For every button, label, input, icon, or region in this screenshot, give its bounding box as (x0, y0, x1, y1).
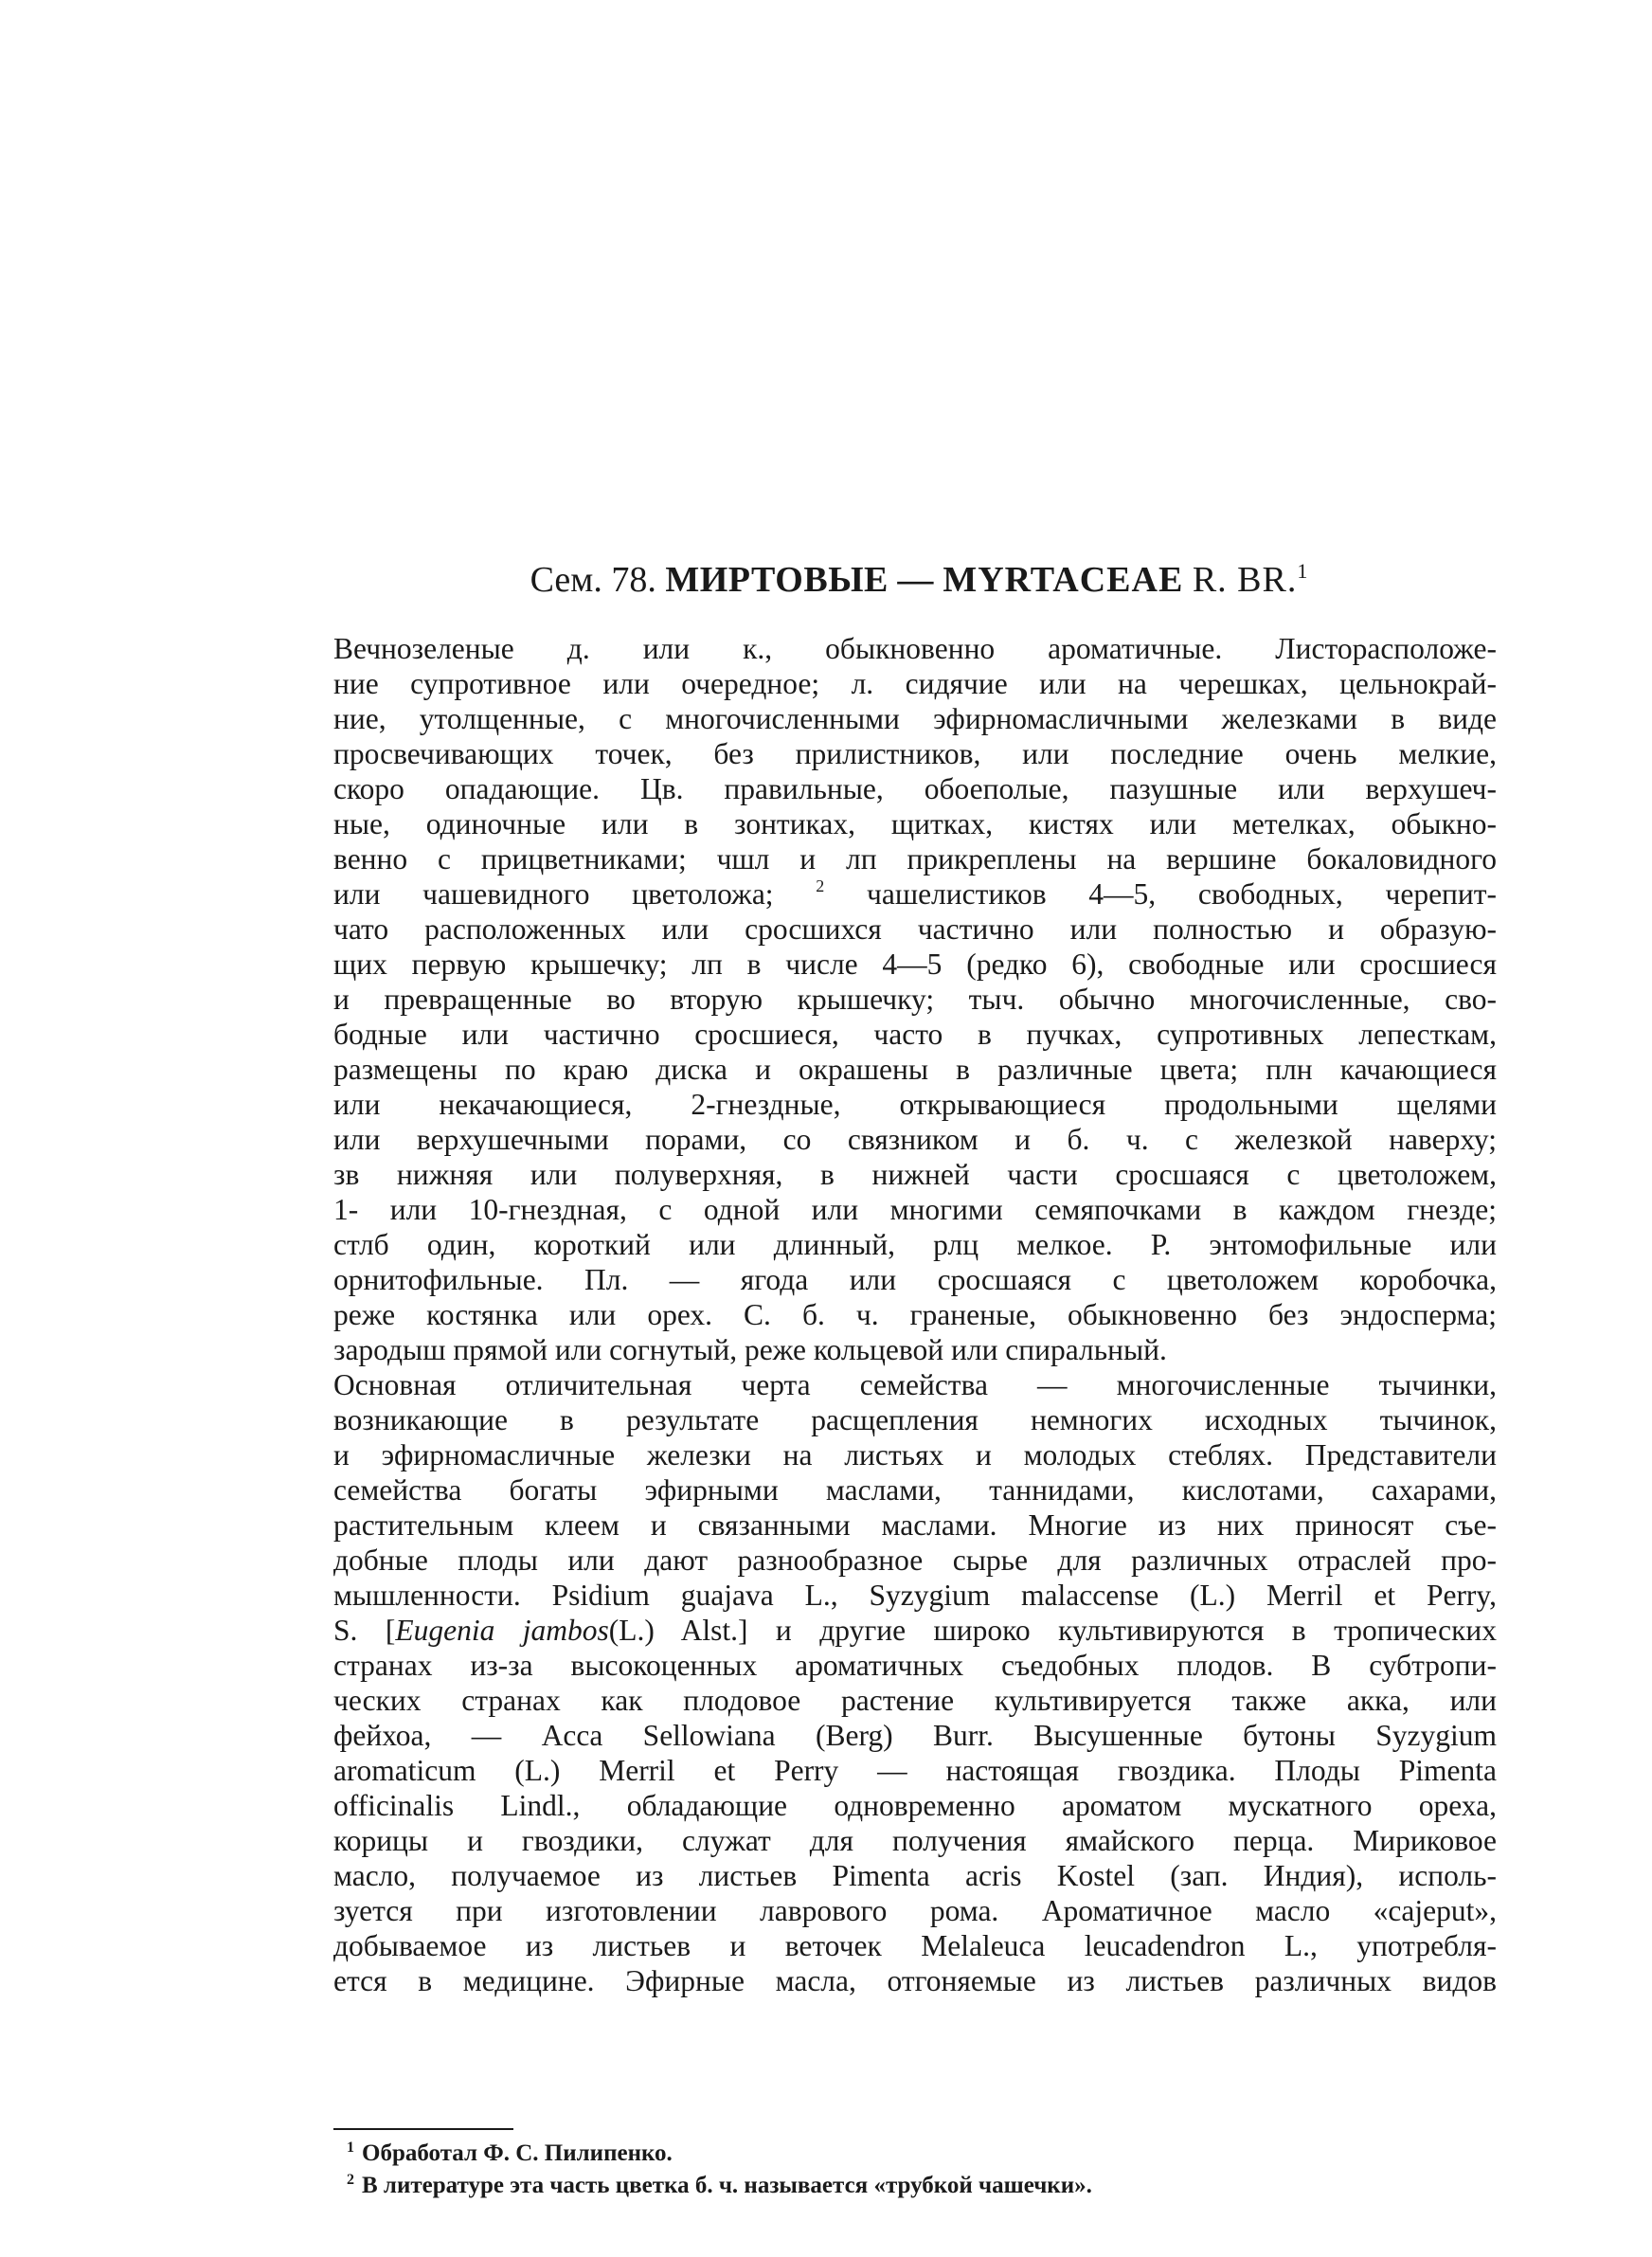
footnote-marker: 2 (347, 2172, 354, 2188)
body-text (333, 631, 1497, 1998)
footnote-2 (347, 2170, 1483, 2202)
footnote-ref: 2 (816, 876, 825, 895)
text-line: добываемое из листьев и веточек Melaleuca leucadendron L., употребля- (333, 1929, 1497, 1962)
text-line: размещены по краю диска и окрашены в различные цвета; плн качающиеся (333, 1053, 1497, 1086)
text-line: реже костянка или орех. С. б. ч. граненые, обыкновенно без эндосперма; (333, 1298, 1497, 1331)
text-line: орнитофильные. Пл. — ягода или сросшаяся с цветоложем коробочка, (333, 1263, 1497, 1296)
species-name-italic: Eugenia jambos (395, 1614, 609, 1647)
text-line: ется в медицине. Эфирные масла, отгоняемые из листьев различных видов (333, 1964, 1497, 1997)
text-line: зв нижняя или полуверхняя, в нижней части сросшаяся с цветоложем, (333, 1158, 1497, 1191)
heading-footnote-ref: 1 (1297, 559, 1308, 583)
text-line: Вечнозеленые д. или к., обыкновенно ароматичные. Листорасположе- (333, 632, 1497, 665)
text-line: добные плоды или дают разнообразное сырье для различных отраслей про- (333, 1544, 1497, 1577)
paragraph-characteristics (333, 1367, 1497, 1998)
text-line: зародыш прямой или согнутый, реже кольцевой или спиральный. (333, 1333, 1167, 1366)
text-line: или некачающиеся, 2-гнездные, открывающиеся продольными щелями (333, 1088, 1497, 1121)
text-line: растительным клеем и связанными маслами. Многие из них приносят съе- (333, 1508, 1497, 1542)
text-line: возникающие в результате расщепления немногих исходных тычинок, (333, 1403, 1497, 1436)
text-line: Основная отличительная черта семейства — многочисленные тычинки, (333, 1368, 1497, 1401)
family-author: R. BR. (1192, 560, 1298, 600)
heading-dash: — (897, 560, 934, 600)
text-line: фейхоа, — Acca Sellowiana (Berg) Burr. Высушенные бутоны Syzygium (333, 1719, 1497, 1752)
text-line: мышленности. Psidium guajava L., Syzygium malaccense (L.) Merril et Perry, (333, 1579, 1497, 1612)
text-line: корицы и гвоздики, служат для получения ямайского перца. Мириковое (333, 1824, 1497, 1857)
text-line: венно с прицветниками; чшл и лп прикреплены на вершине бокаловидного (333, 842, 1497, 876)
text-line: и эфирномасличные железки на листьях и молодых стеблях. Представители (333, 1438, 1497, 1472)
text-line: семейства богаты эфирными маслами, таннидами, кислотами, сахарами, (333, 1473, 1497, 1507)
text-line: скоро опадающие. Цв. правильные, обоеполые, пазушные или верхушеч- (333, 772, 1497, 805)
family-name-latin: MYRTACEAE (943, 560, 1184, 600)
text-line: масло, получаемое из листьев Pimenta acris Kostel (зап. Индия), исполь- (333, 1859, 1497, 1892)
text-line: чато расположенных или сросшихся частично или полностью и образую- (333, 912, 1497, 946)
heading-prefix: Сем. 78. (530, 560, 656, 600)
text-line: aromaticum (L.) Merril et Perry — настоящая гвоздика. Плоды Pimenta (333, 1754, 1497, 1787)
text-line: зуется при изготовлении лаврового рома. Ароматичное масло «cajeput», (333, 1894, 1497, 1927)
text-line: officinalis Lindl., обладающие одновременно ароматом мускатного ореха, (333, 1789, 1497, 1822)
text-line: S. [Eugenia jambos(L.) Alst.] и другие широко культивируются в тропических (333, 1614, 1497, 1647)
footnote-marker: 1 (347, 2140, 354, 2156)
text-line: или чашевидного цветоложа; $^2$ чашелистиков 4—5, свободных, черепит- (333, 876, 1498, 911)
family-name-russian: МИРТОВЫЕ (665, 560, 889, 600)
paragraph-description (333, 631, 1497, 1367)
text-line: 1- или 10-гнездная, с одной или многими семяпочками в каждом гнезде; (333, 1193, 1497, 1226)
footnotes (347, 2138, 1483, 2202)
footnote-text: В литературе эта часть цветка б. ч. называется «трубкой чашечки». (362, 2173, 1092, 2198)
text-line: ческих странах как плодовое растение культивируется также акка, или (333, 1684, 1497, 1717)
text-line: просвечивающих точек, без прилистников, или последние очень мелкие, (333, 737, 1497, 770)
footnote-divider (333, 2128, 513, 2130)
text-line: щих первую крышечку; лп в числе 4—5 (редко 6), свободные или сросшиеся (333, 948, 1497, 981)
text-line: ние, утолщенные, с многочисленными эфирномасличными железками в виде (333, 702, 1497, 735)
text-line: или верхушечными порами, со связником и б. ч. с железкой наверху; (333, 1123, 1497, 1156)
footnote-text: Обработал Ф. С. Пилипенко. (362, 2140, 673, 2166)
text-line: бодные или частично сросшиеся, часто в пучках, супротивных лепесткам, (333, 1018, 1497, 1051)
text-line: стлб один, короткий или длинный, рлц мелкое. Р. энтомофильные или (333, 1228, 1497, 1261)
section-heading (341, 557, 1497, 603)
text-line: ние супротивное или очередное; л. сидячие или на черешках, цельнокрай- (333, 667, 1497, 700)
text-line: ные, одиночные или в зонтиках, щитках, кистях или метелках, обыкно- (333, 807, 1497, 840)
text-line: странах из-за высокоценных ароматичных съедобных плодов. В субтропи- (333, 1649, 1497, 1682)
text-line: и превращенные во вторую крышечку; тыч. обычно многочисленные, сво- (333, 983, 1497, 1016)
footnote-1 (347, 2138, 1483, 2170)
